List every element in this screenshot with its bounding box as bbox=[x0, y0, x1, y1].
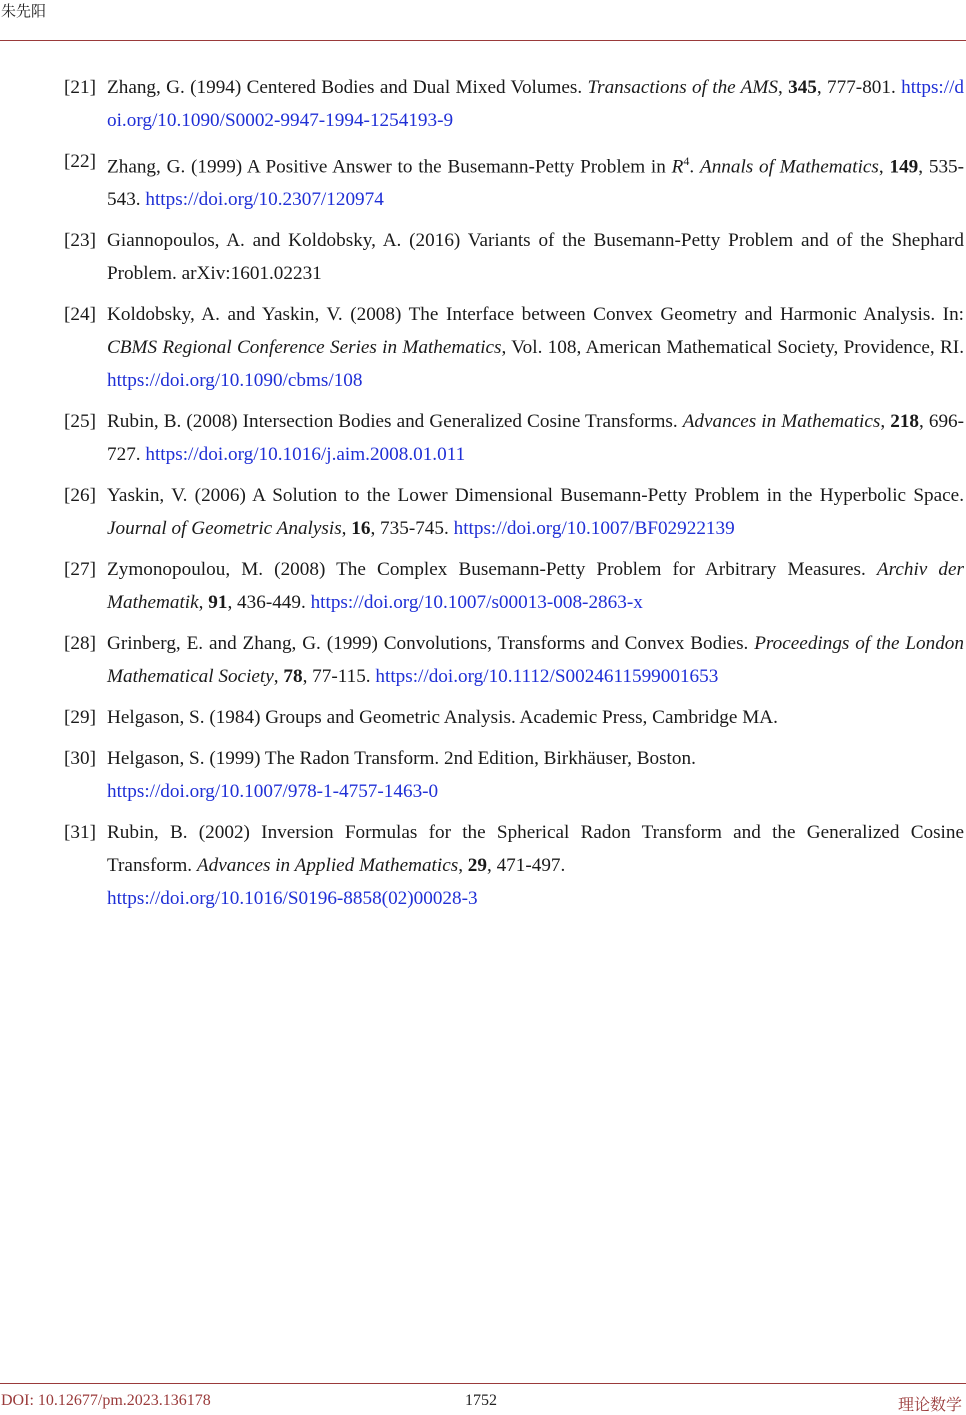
superscript: 4 bbox=[683, 154, 690, 168]
volume: 345 bbox=[788, 77, 817, 98]
doi-link[interactable]: https://doi.org/10.1090/S0002-9947-1994-1254193-9 bbox=[107, 77, 965, 131]
reference-number: [27] bbox=[64, 559, 96, 581]
reference-number: [26] bbox=[64, 485, 96, 507]
volume: 218 bbox=[890, 411, 919, 433]
footer-doi: DOI: 10.12677/pm.2023.136178 bbox=[1, 1392, 211, 1409]
reference-number: [25] bbox=[64, 411, 96, 433]
math-symbol: R bbox=[671, 156, 684, 178]
pages: , 777-801. bbox=[816, 77, 902, 98]
reference-number: [31] bbox=[64, 822, 96, 844]
reference-text: Yaskin, V. (2006) A Solution to the Lower Dimensional Busemann-Petty Problem in the Hyperbolic Space. bbox=[107, 485, 964, 507]
reference-item: [22] Zhang, G. (1999) A Positive Answer to the Busemann-Petty Problem in $R^4$. Annals of Mathematics, 149, 535-543. https://doi.org/10.2307/120974 bbox=[64, 145, 964, 216]
reference-item bbox=[64, 742, 964, 808]
reference-list bbox=[64, 71, 964, 923]
doi-link[interactable]: https://doi.org/10.1112/S0024611599001653 bbox=[375, 666, 719, 688]
header-divider bbox=[0, 40, 966, 41]
reference-number: [24] bbox=[64, 304, 96, 326]
header-author: 朱先阳 bbox=[1, 4, 47, 20]
pages: , 535-543. bbox=[107, 156, 965, 211]
reference-item: [28] Grinberg, E. and Zhang, G. (1999) Convolutions, Transforms and Convex Bodies. Proceedings of the London Mathematical Society, 78, 77-115. https://doi.org/10.1112/S0024611599001653 bbox=[64, 627, 964, 693]
doi-link[interactable]: https://doi.org/10.1016/j.aim.2008.01.011 bbox=[145, 444, 466, 466]
journal-name: Archiv der Mathematik bbox=[107, 559, 964, 614]
journal-name: CBMS Regional Conference Series in Mathematics bbox=[107, 337, 502, 359]
reference-text: Helgason, S. (1999) The Radon Transform. 2nd Edition, Birkhäuser, Boston. bbox=[107, 748, 696, 770]
reference-text: Giannopoulos, A. and Koldobsky, A. (2016) Variants of the Busemann-Petty Problem and of the Shephard Problem. arXiv:1601.02231 bbox=[107, 230, 964, 285]
reference-text: Zhang, G. (1999) A Positive Answer to the Busemann-Petty Problem in bbox=[107, 156, 672, 178]
journal-name: Journal of Geometric Analysis bbox=[107, 518, 342, 540]
doi-link[interactable]: https://doi.org/10.2307/120974 bbox=[145, 189, 384, 211]
doi-link[interactable]: https://doi.org/10.1007/978-1-4757-1463-0 bbox=[107, 781, 439, 803]
reference-item bbox=[64, 701, 964, 734]
reference-item: [26] Yaskin, V. (2006) A Solution to the Lower Dimensional Busemann-Petty Problem in the Hyperbolic Space. Journal of Geometric Analysis, 16, 735-745. https://doi.org/10.1007/BF02922139 bbox=[64, 479, 964, 545]
reference-text: Rubin, B. (2002) Inversion Formulas for the Spherical Radon Transform and the Generalized Cosine Transform. bbox=[107, 822, 964, 877]
reference-item: [31] Rubin, B. (2002) Inversion Formulas for the Spherical Radon Transform and the Generalized Cosine Transform. Advances in Applied Mathematics, 29, 471-497. https://doi.org/10.1016/S0196-8858(02)00028-3 bbox=[64, 816, 964, 915]
reference-number: [30] bbox=[64, 748, 96, 770]
reference-text: Grinberg, E. and Zhang, G. (1999) Convolutions, Transforms and Convex Bodies. bbox=[107, 633, 755, 655]
reference-number: [22] bbox=[64, 151, 96, 172]
reference-item: [21] Zhang, G. (1994) Centered Bodies and Dual Mixed Volumes. Transactions of the AMS, 345, 777-801. https://doi.org/10.1090/S0002-9947-1994-1254193-9 bbox=[64, 71, 964, 137]
reference-text: Rubin, B. (2008) Intersection Bodies and Generalized Cosine Transforms. bbox=[107, 411, 683, 433]
pages: , 77-115. bbox=[302, 666, 376, 688]
doi-link[interactable]: https://doi.org/10.1007/s00013-008-2863-x bbox=[310, 592, 643, 614]
pages: , 696-727. bbox=[107, 411, 965, 466]
reference-number: [21] bbox=[64, 77, 96, 98]
journal-name: Transactions of the AMS bbox=[587, 77, 778, 98]
pages: , 735-745. bbox=[370, 518, 454, 540]
reference-text: Helgason, S. (1984) Groups and Geometric Analysis. Academic Press, Cambridge MA. bbox=[107, 707, 778, 729]
footer-journal-name: 理论数学 bbox=[897, 1397, 962, 1414]
volume: 29 bbox=[467, 855, 487, 877]
doi-link[interactable]: https://doi.org/10.1090/cbms/108 bbox=[107, 370, 363, 392]
journal-name: Advances in Mathematics bbox=[682, 411, 881, 433]
reference-text: Zhang, G. (1994) Centered Bodies and Dual Mixed Volumes. bbox=[107, 77, 588, 98]
reference-text: Zymonopoulou, M. (2008) The Complex Busemann-Petty Problem for Arbitrary Measures. bbox=[107, 559, 877, 581]
volume: 149 bbox=[889, 156, 919, 178]
footer-divider bbox=[0, 1383, 966, 1384]
reference-item bbox=[64, 298, 964, 397]
journal-name: Proceedings of the London Mathematical Society bbox=[107, 633, 964, 688]
volume: 78 bbox=[283, 666, 303, 688]
journal-name: Annals of Mathematics bbox=[699, 156, 879, 178]
reference-number: [29] bbox=[64, 707, 96, 729]
doi-link[interactable]: https://doi.org/10.1016/S0196-8858(02)00028-3 bbox=[107, 888, 478, 910]
reference-number: [28] bbox=[64, 633, 96, 655]
reference-item: [25] Rubin, B. (2008) Intersection Bodies and Generalized Cosine Transforms. Advances in Mathematics, 218, 696-727. https://doi.org/10.1016/j.aim.2008.01.011 bbox=[64, 405, 964, 471]
page-number: 1752 bbox=[465, 1392, 497, 1409]
pages: , 436-449. bbox=[227, 592, 311, 614]
journal-name: Advances in Applied Mathematics bbox=[196, 855, 459, 877]
reference-number: [23] bbox=[64, 230, 96, 252]
reference-item bbox=[64, 224, 964, 290]
volume: 91 bbox=[208, 592, 228, 614]
volume: 16 bbox=[351, 518, 371, 540]
punctuation: . bbox=[689, 156, 700, 178]
reference-item: [27] Zymonopoulou, M. (2008) The Complex Busemann-Petty Problem for Arbitrary Measures. Archiv der Mathematik, 91, 436-449. https://doi.org/10.1007/s00013-008-2863-x bbox=[64, 553, 964, 619]
reference-text: Koldobsky, A. and Yaskin, V. (2008) The Interface between Convex Geometry and Harmonic Analysis. In: bbox=[107, 304, 964, 326]
pages: , 471-497. bbox=[486, 855, 566, 877]
doi-link[interactable]: https://doi.org/10.1007/BF02922139 bbox=[453, 518, 735, 540]
pages: , Vol. 108, American Mathematical Society, Providence, RI. bbox=[501, 337, 964, 359]
